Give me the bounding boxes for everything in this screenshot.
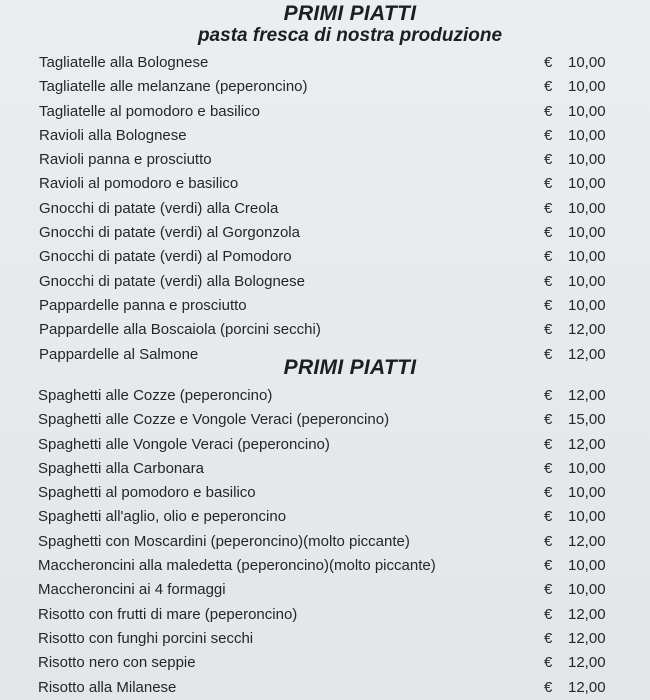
- menu-item-price: [544, 505, 606, 529]
- menu-item-row: [0, 554, 650, 578]
- currency-symbol: €: [544, 321, 553, 339]
- menu-item-price: [544, 75, 606, 99]
- menu-item-row: [0, 221, 650, 245]
- menu-item-name: Spaghetti all'aglio, olio e peperoncino: [38, 508, 287, 526]
- menu-item-name: Risotto con funghi porcini secchi: [38, 629, 254, 647]
- price-amount: 12,00: [568, 387, 606, 404]
- menu-item-price: [544, 554, 606, 578]
- menu-item-price: [544, 270, 606, 294]
- menu-item-row: [0, 270, 650, 294]
- section-subtitle: pasta fresca di nostra produzione: [197, 25, 503, 46]
- menu-item-name: Pappardelle al Salmone: [39, 345, 199, 363]
- menu-item-row: [0, 197, 650, 221]
- price-amount: 12,00: [568, 345, 606, 363]
- price-amount: 12,00: [568, 532, 606, 550]
- menu-item-price: [544, 172, 606, 196]
- menu-item-row: [0, 651, 650, 675]
- currency-symbol: €: [544, 629, 553, 647]
- menu-item-row: [0, 457, 650, 481]
- price-amount: 10,00: [568, 459, 606, 477]
- menu-item-name: Gnocchi di patate (verdi) alla Bolognese: [39, 272, 305, 290]
- menu-item-name: Spaghetti alle Cozze e Vongole Veraci (peperoncino): [38, 411, 390, 429]
- menu-item-row: [0, 530, 650, 554]
- currency-symbol: €: [544, 508, 553, 526]
- price-amount: 10,00: [568, 484, 606, 502]
- currency-symbol: €: [544, 199, 553, 217]
- menu-item-price: [544, 530, 606, 554]
- menu-item-price: [544, 294, 606, 318]
- price-amount: 12,00: [568, 678, 606, 696]
- menu-item-row: [0, 148, 650, 172]
- menu-item-row: [0, 384, 650, 408]
- menu-item-price: [544, 245, 606, 269]
- menu-item-row: [0, 172, 650, 196]
- price-amount: 12,00: [568, 629, 606, 647]
- currency-symbol: €: [544, 224, 553, 242]
- menu-section-pasta-fresca: [0, 51, 650, 367]
- currency-symbol: €: [544, 126, 553, 144]
- menu-item-row: [0, 75, 650, 99]
- currency-symbol: €: [544, 54, 553, 71]
- price-amount: 10,00: [568, 151, 606, 169]
- price-amount: 10,00: [568, 126, 606, 144]
- currency-symbol: €: [544, 581, 553, 599]
- menu-item-row: [0, 603, 650, 627]
- menu-item-price: [544, 100, 606, 124]
- menu-item-price: [544, 603, 606, 627]
- menu-item-name: Tagliatelle al pomodoro e basilico: [39, 102, 260, 120]
- menu-item-price: [544, 318, 606, 342]
- currency-symbol: €: [544, 435, 553, 453]
- currency-symbol: €: [544, 175, 553, 193]
- price-amount: 10,00: [568, 199, 606, 217]
- menu-item-price: [544, 457, 606, 481]
- price-amount: 12,00: [568, 435, 606, 453]
- menu-item-name: Pappardelle panna e prosciutto: [39, 296, 247, 314]
- menu-item-name: Gnocchi di patate (verdi) alla Creola: [39, 199, 279, 217]
- currency-symbol: €: [544, 345, 553, 363]
- price-amount: 10,00: [568, 248, 606, 266]
- price-amount: 15,00: [568, 411, 606, 429]
- menu-item-name: Spaghetti con Moscardini (peperoncino)(molto piccante): [38, 532, 410, 550]
- menu-item-price: [544, 148, 606, 172]
- menu-item-price: [544, 578, 606, 602]
- menu-item-name: Risotto con frutti di mare (peperoncino): [38, 605, 298, 623]
- currency-symbol: €: [544, 387, 553, 404]
- price-amount: 12,00: [568, 654, 606, 672]
- price-amount: 10,00: [568, 557, 606, 575]
- menu-item-name: Gnocchi di patate (verdi) al Gorgonzola: [39, 224, 300, 242]
- menu-item-name: Maccheroncini ai 4 formaggi: [38, 581, 226, 599]
- price-amount: 12,00: [568, 321, 606, 339]
- menu-item-row: [0, 408, 650, 432]
- price-amount: 10,00: [568, 78, 606, 96]
- currency-symbol: €: [544, 605, 553, 623]
- section-title-primi-piatti: PRIMI PIATTI: [283, 356, 417, 379]
- menu-item-price: [544, 221, 606, 245]
- currency-symbol: €: [544, 557, 553, 575]
- menu-item-row: [0, 433, 650, 457]
- section-title-pasta-fresca: PRIMI PIATTI: [283, 2, 417, 25]
- price-amount: 10,00: [568, 175, 606, 193]
- menu-item-name: Risotto nero con seppie: [38, 654, 196, 672]
- price-amount: 12,00: [568, 605, 606, 623]
- menu-item-name: Ravioli al pomodoro e basilico: [39, 175, 239, 193]
- menu-item-name: Pappardelle alla Boscaiola (porcini secchi): [39, 321, 321, 339]
- price-amount: 10,00: [568, 272, 606, 290]
- menu-item-name: Spaghetti alle Cozze (peperoncino): [38, 387, 273, 404]
- menu-item-row: [0, 294, 650, 318]
- currency-symbol: €: [544, 272, 553, 290]
- menu-item-price: [544, 197, 606, 221]
- currency-symbol: €: [544, 532, 553, 550]
- currency-symbol: €: [544, 678, 553, 696]
- menu-section-primi-piatti: [0, 384, 650, 700]
- menu-item-price: [544, 481, 606, 505]
- menu-item-price: [544, 51, 606, 75]
- price-amount: 10,00: [568, 581, 606, 599]
- price-amount: 10,00: [568, 54, 606, 71]
- menu-item-price: [544, 651, 606, 675]
- currency-symbol: €: [544, 296, 553, 314]
- price-amount: 10,00: [568, 102, 606, 120]
- menu-item-price: [544, 124, 606, 148]
- currency-symbol: €: [544, 459, 553, 477]
- menu-item-name: Ravioli alla Bolognese: [39, 126, 187, 144]
- menu-item-row: [0, 578, 650, 602]
- currency-symbol: €: [544, 484, 553, 502]
- menu-item-name: Ravioli panna e prosciutto: [39, 151, 212, 169]
- menu-item-name: Spaghetti al pomodoro e basilico: [38, 484, 256, 502]
- menu-item-name: Spaghetti alle Vongole Veraci (peperoncino): [38, 435, 330, 453]
- menu-item-name: Spaghetti alla Carbonara: [38, 459, 204, 477]
- menu-item-row: [0, 245, 650, 269]
- currency-symbol: €: [544, 654, 553, 672]
- menu-item-price: [544, 384, 606, 408]
- menu-item-name: Maccheroncini alla maledetta (peperoncino)(molto piccante): [38, 557, 436, 575]
- currency-symbol: €: [544, 248, 553, 266]
- menu-item-row: [0, 318, 650, 342]
- price-amount: 10,00: [568, 296, 606, 314]
- menu-item-name: Tagliatelle alla Bolognese: [39, 54, 209, 71]
- menu-item-name: Gnocchi di patate (verdi) al Pomodoro: [39, 248, 292, 266]
- menu-item-name: Risotto alla Milanese: [38, 678, 177, 696]
- menu-item-row: [0, 124, 650, 148]
- currency-symbol: €: [544, 78, 553, 96]
- price-amount: 10,00: [568, 508, 606, 526]
- menu-item-price: [544, 676, 606, 700]
- menu-item-row: [0, 481, 650, 505]
- menu-item-price: [544, 408, 606, 432]
- menu-item-name: Tagliatelle alle melanzane (peperoncino): [39, 78, 308, 96]
- price-amount: 10,00: [568, 224, 606, 242]
- menu-item-price: [544, 433, 606, 457]
- menu-item-price: [544, 627, 606, 651]
- currency-symbol: €: [544, 411, 553, 429]
- menu-item-row: [0, 51, 650, 75]
- currency-symbol: €: [544, 151, 553, 169]
- menu-item-row: [0, 505, 650, 529]
- menu-item-row: [0, 676, 650, 700]
- menu-item-row: [0, 627, 650, 651]
- menu-item-row: [0, 100, 650, 124]
- currency-symbol: €: [544, 102, 553, 120]
